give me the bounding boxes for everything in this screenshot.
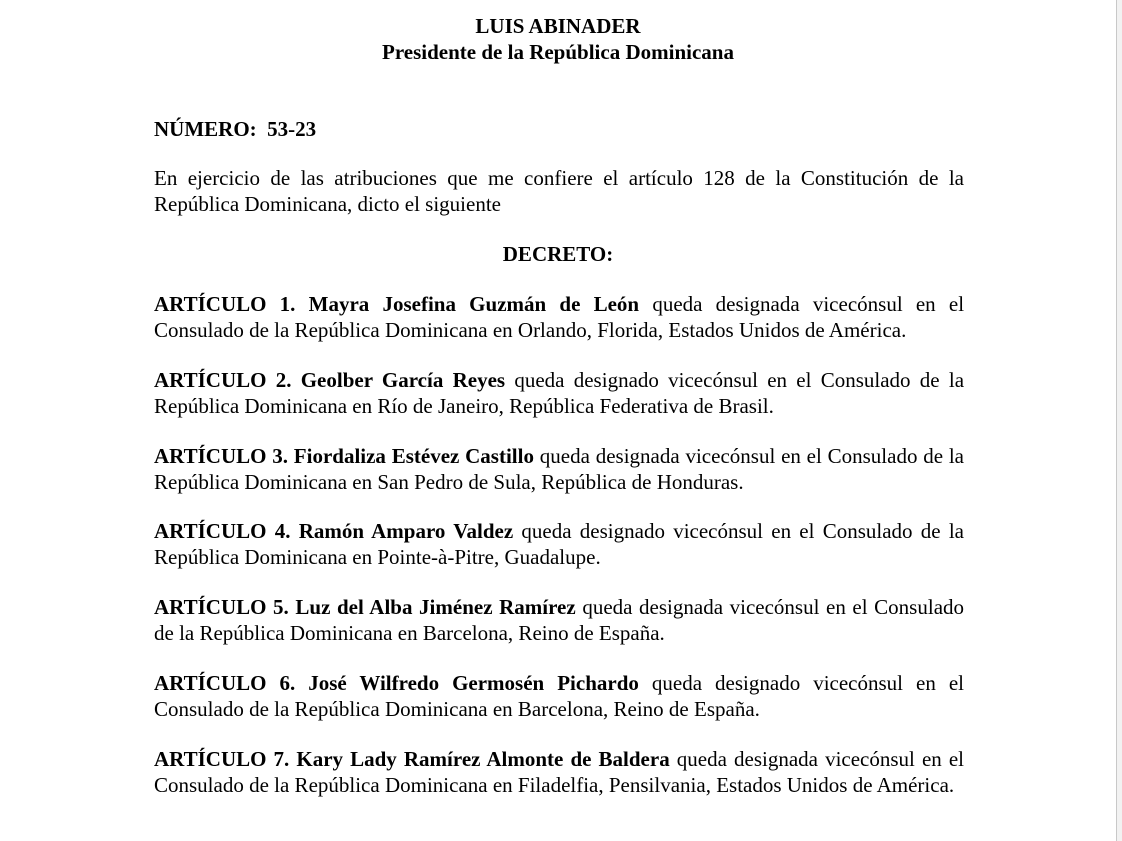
article-label: ARTÍCULO 5. [154,595,289,619]
article-text: queda designada vicecónsul en el Consulado de la República Dominicana en Barcelona, Reino de España. [154,595,965,645]
article-text: queda designado vicecónsul en el Consulado de la República Dominicana en Barcelona, Reino de España. [154,671,965,721]
article-text: queda designado vicecónsul en el Consulado de la República Dominicana en Pointe-à-Pitre, Guadalupe. [154,519,965,569]
appointee-name: Luz del Alba Jiménez Ramírez [295,595,576,619]
decree-number: NÚMERO: 53-23 [154,117,317,141]
issuer-title: Presidente de la República Dominicana [382,40,734,64]
article-label: ARTÍCULO 1. [154,292,296,316]
appointee-name: Mayra Josefina Guzmán de León [308,292,640,316]
viewer-gutter [1117,0,1122,841]
appointee-name: Ramón Amparo Valdez [298,519,514,543]
article-label: ARTÍCULO 2. [154,368,292,392]
appointee-name: José Wilfredo Germosén Pichardo [308,671,639,695]
article-4 [154,519,964,570]
appointee-name: Kary Lady Ramírez Almonte de Baldera [296,747,670,771]
article-2 [154,368,964,419]
article-label: ARTÍCULO 3. [154,444,288,468]
article-text: queda designada vicecónsul en el Consulado de la República Dominicana en San Pedro de Sula, República de Honduras. [154,444,965,494]
appointee-name: Fiordaliza Estévez Castillo [293,444,534,468]
article-label: ARTÍCULO 4. [154,519,291,543]
article-text: queda designado vicecónsul en el Consulado de la República Dominicana en Río de Janeiro, República Federativa de Brasil. [154,368,965,418]
appointee-name: Geolber García Reyes [300,368,506,392]
decreto-heading: DECRETO: [502,242,614,266]
article-7 [154,747,964,798]
intro-paragraph: En ejercicio de las atribuciones que me confiere el artículo 128 de la Constitución de la República Dominicana, dicto el siguiente [154,166,964,216]
article-text: queda designada vicecónsul en el Consulado de la República Dominicana en Filadelfia, Pensilvania, Estados Unidos de América. [154,747,965,797]
article-label: ARTÍCULO 6. [154,671,296,695]
article-1 [154,292,964,343]
issuer-name: LUIS ABINADER [475,14,641,38]
article-label: ARTÍCULO 7. [154,747,290,771]
article-5 [154,595,964,646]
article-text: queda designada vicecónsul en el Consulado de la República Dominicana en Orlando, Florida, Estados Unidos de América. [154,292,965,342]
article-6 [154,671,964,722]
article-3 [154,444,964,495]
